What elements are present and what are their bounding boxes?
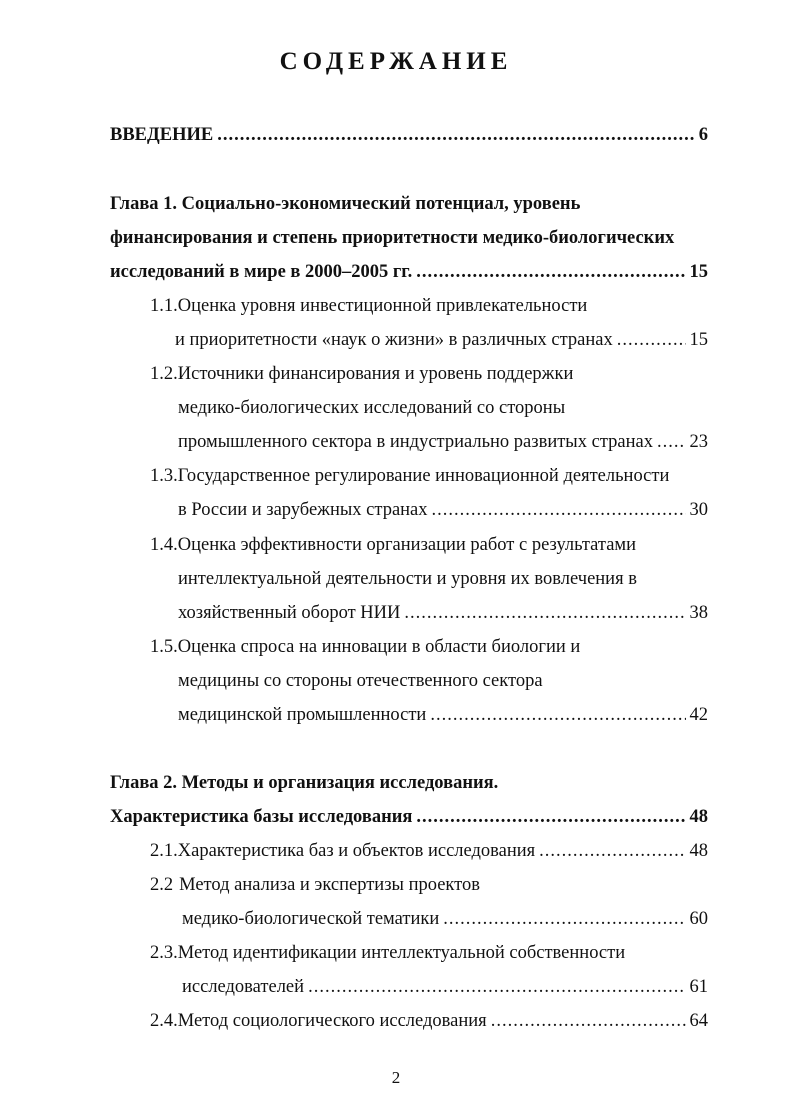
toc-entry-label: медицинской промышленности [178, 705, 427, 725]
toc-entry-label: исследований в мире в 2000–2005 гг. [110, 262, 413, 282]
section-1-2-line2[interactable]: медико-биологических исследований со стороны [178, 398, 566, 418]
page-title: СОДЕРЖАНИЕ [279, 48, 513, 75]
toc-entry-label: медико-биологической тематики [182, 909, 440, 929]
toc-entry-section-1-5[interactable] [178, 704, 708, 726]
toc-entry-label: ВВЕДЕНИЕ [110, 125, 214, 145]
toc-leader-dots [491, 1010, 686, 1032]
toc-entry-label: в России и зарубежных странах [178, 500, 428, 520]
section-number: 2.3. [150, 943, 178, 963]
toc-entry-section-1-3[interactable] [178, 499, 708, 521]
section-number: 2.4. [150, 1011, 178, 1031]
toc-page-number: 6 [698, 125, 708, 145]
toc-entry-chapter2[interactable] [110, 806, 708, 828]
section-text: Государственное регулирование инновационной деятельности [177, 466, 670, 486]
chapter2-title-line1[interactable]: Глава 2. Методы и организация исследования. [110, 773, 499, 793]
toc-page-number: 64 [689, 1011, 708, 1031]
toc-entry-label: и приоритетности «наук о жизни» в различных странах [175, 330, 613, 350]
toc-entry-chapter1[interactable] [110, 261, 708, 283]
section-1-5-line2[interactable]: медицины со стороны отечественного сектора [178, 671, 543, 691]
toc-entry-label: Характеристика базы исследования [110, 807, 413, 827]
section-number: 2.1. [150, 841, 178, 861]
toc-entry-section-2-2[interactable] [182, 908, 708, 930]
toc-entry-section-1-2[interactable] [178, 431, 708, 453]
section-2-2-line1[interactable] [150, 874, 480, 896]
toc-leader-dots [657, 431, 686, 453]
toc-leader-dots [308, 976, 685, 998]
toc-page-number: 48 [689, 807, 708, 827]
section-text: Характеристика баз и объектов исследования [177, 841, 536, 861]
toc-page-number: 30 [689, 500, 708, 520]
toc-leader-dots [404, 602, 685, 624]
chapter1-title-line1[interactable]: Глава 1. Социально-экономический потенциал, уровень [110, 194, 581, 214]
section-1-1-line1[interactable] [150, 295, 587, 317]
toc-page-number: 38 [689, 603, 708, 623]
toc-entry-section-2-3[interactable] [182, 976, 708, 998]
toc-page-number: 42 [689, 705, 708, 725]
toc-page-number: 48 [689, 841, 708, 861]
page-number: 2 [391, 1068, 401, 1087]
toc-page-number: 23 [689, 432, 708, 452]
section-1-3-line1[interactable] [150, 465, 669, 487]
section-number: 1.4. [150, 535, 178, 555]
section-2-3-line1[interactable] [150, 942, 625, 964]
toc-entry-section-2-1[interactable] [150, 840, 708, 862]
toc-leader-dots [443, 908, 685, 930]
toc-page-number: 15 [689, 262, 708, 282]
section-number: 1.5. [150, 637, 178, 657]
toc-entry-section-2-4[interactable] [150, 1010, 708, 1032]
toc-entry-section-1-1[interactable] [175, 329, 708, 351]
section-text: Метод анализа и экспертизы проектов [179, 875, 480, 895]
toc-entry-section-1-4[interactable] [178, 602, 708, 624]
section-text: Оценка спроса на инновации в области биологии и [177, 637, 581, 657]
toc-leader-dots [430, 704, 685, 726]
section-number: 1.3. [150, 466, 178, 486]
toc-leader-dots [217, 124, 695, 146]
section-text: Метод идентификации интеллектуальной собственности [177, 943, 626, 963]
toc-page-number: 15 [689, 330, 708, 350]
section-number: 2.2 [150, 875, 174, 895]
toc-page-number: 61 [689, 977, 708, 997]
section-number: 1.1. [150, 296, 178, 316]
toc-entry-label [150, 1010, 487, 1032]
section-number: 1.2. [150, 364, 178, 384]
section-1-5-line1[interactable] [150, 636, 580, 658]
section-1-4-line2[interactable]: интеллектуальной деятельности и уровня их вовлечения в [178, 569, 637, 589]
toc-page-number: 60 [689, 909, 708, 929]
toc-entry-label [150, 840, 535, 862]
toc-entry-label: исследователей [182, 977, 305, 997]
section-text: Источники финансирования и уровень поддержки [177, 364, 574, 384]
toc-entry-label: хозяйственный оборот НИИ [178, 603, 401, 623]
toc-leader-dots [432, 499, 686, 521]
toc-leader-dots [416, 806, 685, 828]
toc-leader-dots [416, 261, 685, 283]
toc-leader-dots [617, 329, 686, 351]
toc-leader-dots [539, 840, 685, 862]
toc-entry-intro[interactable] [110, 124, 708, 146]
section-text: Метод социологического исследования [177, 1011, 487, 1031]
section-text: Оценка уровня инвестиционной привлекательности [177, 296, 588, 316]
chapter1-title-line2[interactable]: финансирования и степень приоритетности медико-биологических [110, 228, 675, 248]
toc-entry-label: промышленного сектора в индустриально развитых странах [178, 432, 653, 452]
section-text: Оценка эффективности организации работ с результатами [177, 535, 637, 555]
section-1-4-line1[interactable] [150, 534, 636, 556]
section-1-2-line1[interactable] [150, 363, 573, 385]
